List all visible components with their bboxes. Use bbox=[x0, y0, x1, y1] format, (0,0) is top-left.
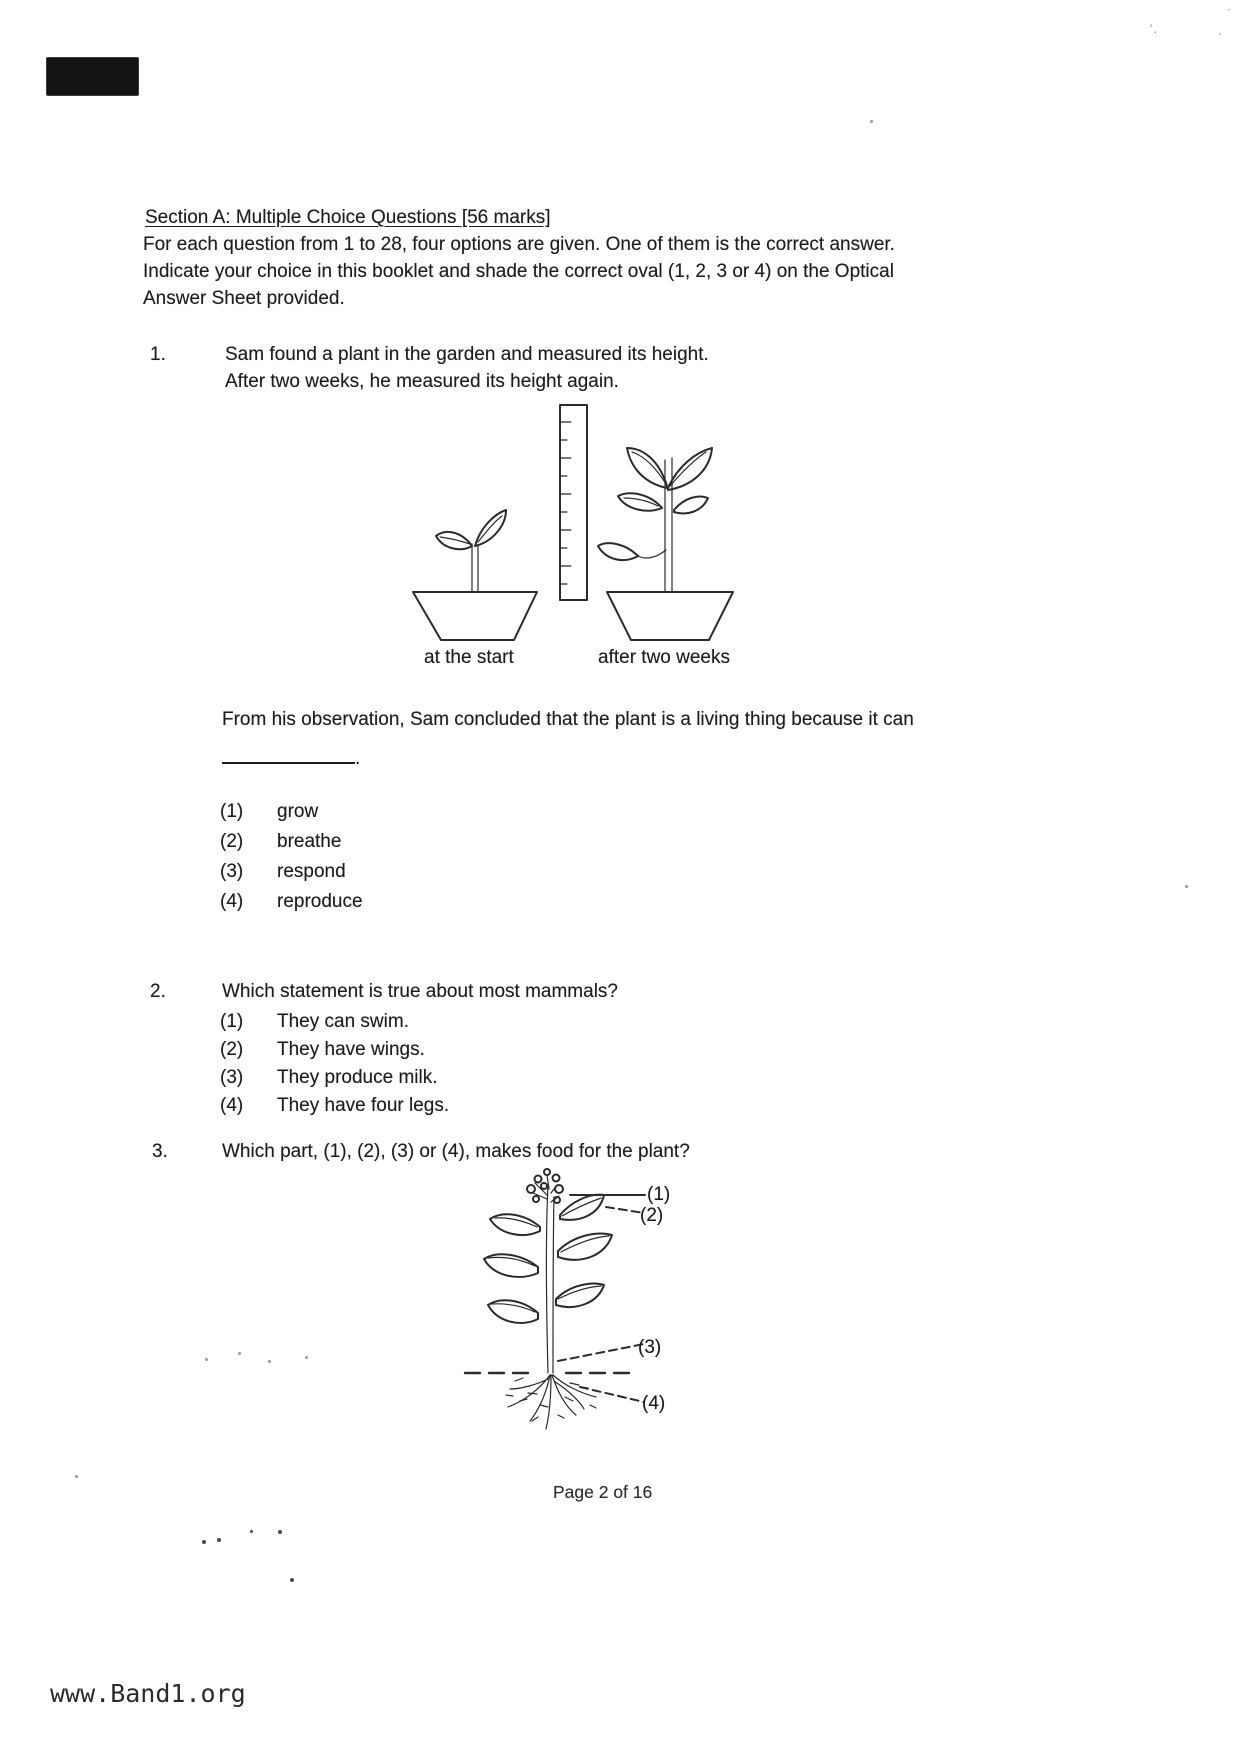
q1-number: 1. bbox=[150, 344, 166, 365]
answer-blank-rule bbox=[222, 746, 355, 764]
watermark-url: www.Band1.org bbox=[50, 1679, 246, 1708]
q3-text: Which part, (1), (2), (3) or (4), makes food for the plant? bbox=[222, 1141, 690, 1162]
q1-option-4 bbox=[220, 890, 363, 914]
q1-figure-caption-left: at the start bbox=[424, 647, 514, 668]
blank-period: . bbox=[355, 748, 361, 769]
option-text: They have wings. bbox=[277, 1039, 425, 1060]
option-label: (4) bbox=[220, 891, 244, 912]
option-label: (1) bbox=[220, 801, 244, 822]
q1-text-line1: Sam found a plant in the garden and measured its height. bbox=[225, 344, 709, 365]
grown-plant-pot-drawing bbox=[598, 448, 733, 640]
instructions-line-2: Indicate your choice in this booklet and shade the correct oval (1, 2, 3 or 4) on the Optical bbox=[143, 261, 894, 282]
q1-continuation: From his observation, Sam concluded that the plant is a living thing because it can bbox=[222, 709, 914, 730]
scan-noise bbox=[250, 1530, 253, 1533]
q3-label-2: (2) bbox=[640, 1205, 664, 1226]
scan-noise bbox=[75, 1475, 78, 1478]
option-label: (2) bbox=[220, 831, 244, 852]
q1-blank bbox=[222, 746, 360, 771]
plant-leaves-drawing bbox=[484, 1195, 612, 1323]
option-text: grow bbox=[277, 801, 319, 822]
q3-number: 3. bbox=[152, 1141, 168, 1162]
q3-label-1: (1) bbox=[647, 1184, 671, 1205]
q1-text-line2: After two weeks, he measured its height again. bbox=[225, 371, 619, 392]
scan-noise bbox=[202, 1540, 206, 1544]
option-text: They have four legs. bbox=[277, 1095, 450, 1116]
option-label: (3) bbox=[220, 861, 244, 882]
instructions-line-3: Answer Sheet provided. bbox=[143, 288, 345, 309]
q2-option-2 bbox=[220, 1038, 425, 1062]
scan-noise bbox=[290, 1578, 294, 1582]
plant-flower-drawing bbox=[527, 1169, 563, 1203]
q2-option-4 bbox=[220, 1094, 449, 1118]
q1-option-1 bbox=[220, 800, 318, 824]
diagram-leader-lines bbox=[558, 1195, 645, 1402]
scan-noise bbox=[305, 1356, 308, 1359]
q1-option-3 bbox=[220, 860, 346, 884]
ruler-drawing bbox=[560, 405, 587, 600]
plant-stem-drawing bbox=[547, 1185, 555, 1373]
q1-option-2 bbox=[220, 830, 341, 854]
option-label: (4) bbox=[220, 1095, 244, 1116]
option-text: They produce milk. bbox=[277, 1067, 438, 1088]
q2-number: 2. bbox=[150, 981, 166, 1002]
option-label: (2) bbox=[220, 1039, 244, 1060]
scan-noise bbox=[278, 1530, 282, 1534]
scan-noise: ′ ․ bbox=[1150, 22, 1158, 36]
scan-noise bbox=[205, 1358, 208, 1361]
q1-figure-drawing bbox=[400, 398, 750, 648]
q2-text: Which statement is true about most mammals? bbox=[222, 981, 618, 1002]
scan-noise bbox=[217, 1538, 221, 1542]
scan-noise bbox=[870, 120, 873, 123]
scan-noise bbox=[238, 1352, 241, 1355]
option-text: reproduce bbox=[277, 891, 363, 912]
section-heading: Section A: Multiple Choice Questions [56 marks] bbox=[145, 207, 551, 228]
redaction-block bbox=[47, 58, 138, 95]
scan-noise bbox=[1185, 885, 1188, 888]
option-text: breathe bbox=[277, 831, 342, 852]
option-text: They can swim. bbox=[277, 1011, 409, 1032]
q3-label-3: (3) bbox=[638, 1337, 662, 1358]
q1-figure-caption-right: after two weeks bbox=[598, 647, 730, 668]
instructions-line-1: For each question from 1 to 28, four options are given. One of them is the correct answer. bbox=[143, 234, 895, 255]
q2-option-3 bbox=[220, 1066, 438, 1090]
scan-noise bbox=[268, 1360, 271, 1363]
seedling-pot-drawing bbox=[413, 510, 537, 640]
q3-label-4: (4) bbox=[642, 1393, 666, 1414]
option-text: respond bbox=[277, 861, 346, 882]
option-label: (1) bbox=[220, 1011, 244, 1032]
scan-noise: · bbox=[1227, 2, 1231, 16]
plant-roots-drawing bbox=[506, 1375, 596, 1429]
page-number-footer: Page 2 of 16 bbox=[553, 1482, 653, 1502]
option-label: (3) bbox=[220, 1067, 244, 1088]
q2-option-1 bbox=[220, 1010, 409, 1034]
scan-noise: ․ bbox=[1218, 24, 1223, 38]
